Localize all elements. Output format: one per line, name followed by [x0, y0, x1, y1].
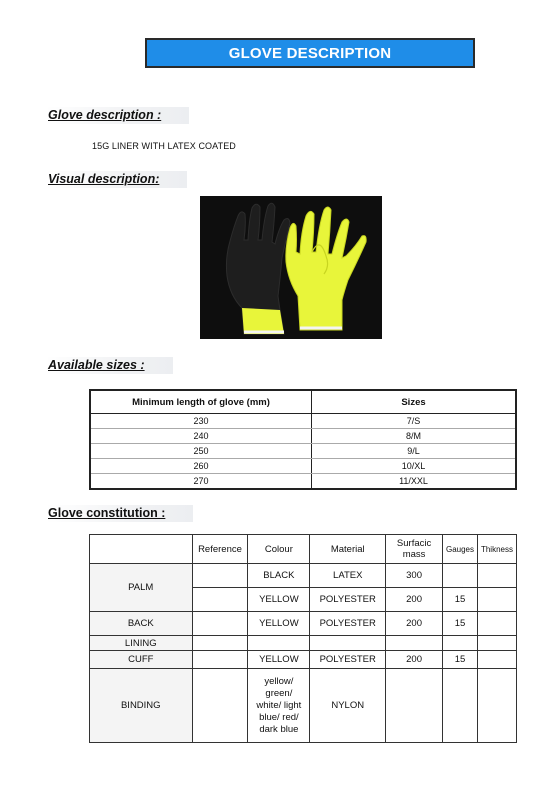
- colour-line: yellow/: [264, 675, 294, 687]
- surfacic-mass-cell: 200: [386, 612, 443, 636]
- size-cell: 7/S: [312, 414, 517, 429]
- column-header-thikness: Thikness: [477, 535, 516, 564]
- thikness-cell: [477, 636, 516, 651]
- thikness-cell: [477, 612, 516, 636]
- thikness-cell: [477, 651, 516, 669]
- part-cell-lining: LINING: [90, 636, 193, 651]
- table-row: [90, 414, 516, 429]
- thikness-cell: [477, 669, 516, 743]
- constitution-header-row: [90, 535, 517, 564]
- colour-cell: BLACK: [248, 564, 310, 588]
- column-header-part: [90, 535, 193, 564]
- colour-line: white/ light: [256, 699, 302, 711]
- table-row: [90, 669, 517, 743]
- gauges-cell: [443, 636, 478, 651]
- colour-line: dark blue: [259, 723, 299, 735]
- part-cell-binding: BINDING: [90, 669, 193, 743]
- thikness-cell: [477, 588, 516, 612]
- reference-cell: [192, 636, 248, 651]
- table-row: [90, 459, 516, 474]
- glove-constitution-table: [89, 534, 517, 743]
- reference-cell: [192, 564, 248, 588]
- gauges-cell: [443, 564, 478, 588]
- material-cell: NYLON: [310, 669, 386, 743]
- table-row: [90, 564, 517, 588]
- surfacic-mass-cell: 200: [386, 588, 443, 612]
- gauges-cell: 15: [443, 651, 478, 669]
- min-length-cell: 250: [90, 444, 312, 459]
- column-header-colour: Colour: [248, 535, 310, 564]
- surfacic-mass-cell: 300: [386, 564, 443, 588]
- colour-cell: YELLOW: [248, 588, 310, 612]
- surfacic-mass-cell: [386, 636, 443, 651]
- size-cell: 9/L: [312, 444, 517, 459]
- column-header-surfacic-mass: Surfacic mass: [386, 535, 443, 564]
- min-length-cell: 270: [90, 474, 312, 490]
- table-row: [90, 429, 516, 444]
- size-cell: 11/XXL: [312, 474, 517, 490]
- reference-cell: [192, 612, 248, 636]
- column-header-gauges: Gauges: [443, 535, 478, 564]
- document-title: GLOVE DESCRIPTION: [228, 44, 392, 62]
- size-cell: 10/XL: [312, 459, 517, 474]
- column-header-material: Material: [310, 535, 386, 564]
- table-row: [90, 636, 517, 651]
- column-header-reference: Reference: [192, 535, 248, 564]
- gauges-cell: 15: [443, 588, 478, 612]
- min-length-cell: 240: [90, 429, 312, 444]
- thikness-cell: [477, 564, 516, 588]
- reference-cell: [192, 588, 248, 612]
- column-header-sizes: Sizes: [312, 390, 517, 414]
- gauges-cell: [443, 669, 478, 743]
- colour-line: blue/ red/: [259, 711, 299, 723]
- gauges-cell: 15: [443, 612, 478, 636]
- table-row: [90, 474, 516, 490]
- sizes-header-row: [90, 390, 516, 414]
- colour-line: green/: [265, 687, 293, 699]
- available-sizes-heading: Available sizes :: [46, 357, 173, 374]
- glove-constitution-heading: Glove constitution :: [46, 505, 193, 522]
- material-cell: POLYESTER: [310, 651, 386, 669]
- min-length-cell: 260: [90, 459, 312, 474]
- colour-cell-binding: [248, 669, 310, 743]
- colour-cell: YELLOW: [248, 651, 310, 669]
- material-cell: POLYESTER: [310, 588, 386, 612]
- part-cell-cuff: CUFF: [90, 651, 193, 669]
- table-row: [90, 612, 517, 636]
- glove-photo: [200, 196, 382, 339]
- material-cell: [310, 636, 386, 651]
- min-length-cell: 230: [90, 414, 312, 429]
- available-sizes-table: [89, 389, 517, 490]
- visual-description-heading: Visual description:: [46, 171, 187, 188]
- glove-description-text: 15G LINER WITH LATEX COATED: [92, 141, 236, 151]
- reference-cell: [192, 669, 248, 743]
- size-cell: 8/M: [312, 429, 517, 444]
- glove-description-heading: Glove description :: [46, 107, 189, 124]
- reference-cell: [192, 651, 248, 669]
- colour-cell: [248, 636, 310, 651]
- material-cell: LATEX: [310, 564, 386, 588]
- glove-illustration: [200, 196, 382, 339]
- surfacic-mass-cell: [386, 669, 443, 743]
- column-header-min-length: Minimum length of glove (mm): [90, 390, 312, 414]
- document-title-banner: [145, 38, 475, 68]
- material-cell: POLYESTER: [310, 612, 386, 636]
- colour-cell: YELLOW: [248, 612, 310, 636]
- part-cell-back: BACK: [90, 612, 193, 636]
- table-row: [90, 444, 516, 459]
- surfacic-mass-cell: 200: [386, 651, 443, 669]
- part-cell-palm: PALM: [90, 564, 193, 612]
- table-row: [90, 651, 517, 669]
